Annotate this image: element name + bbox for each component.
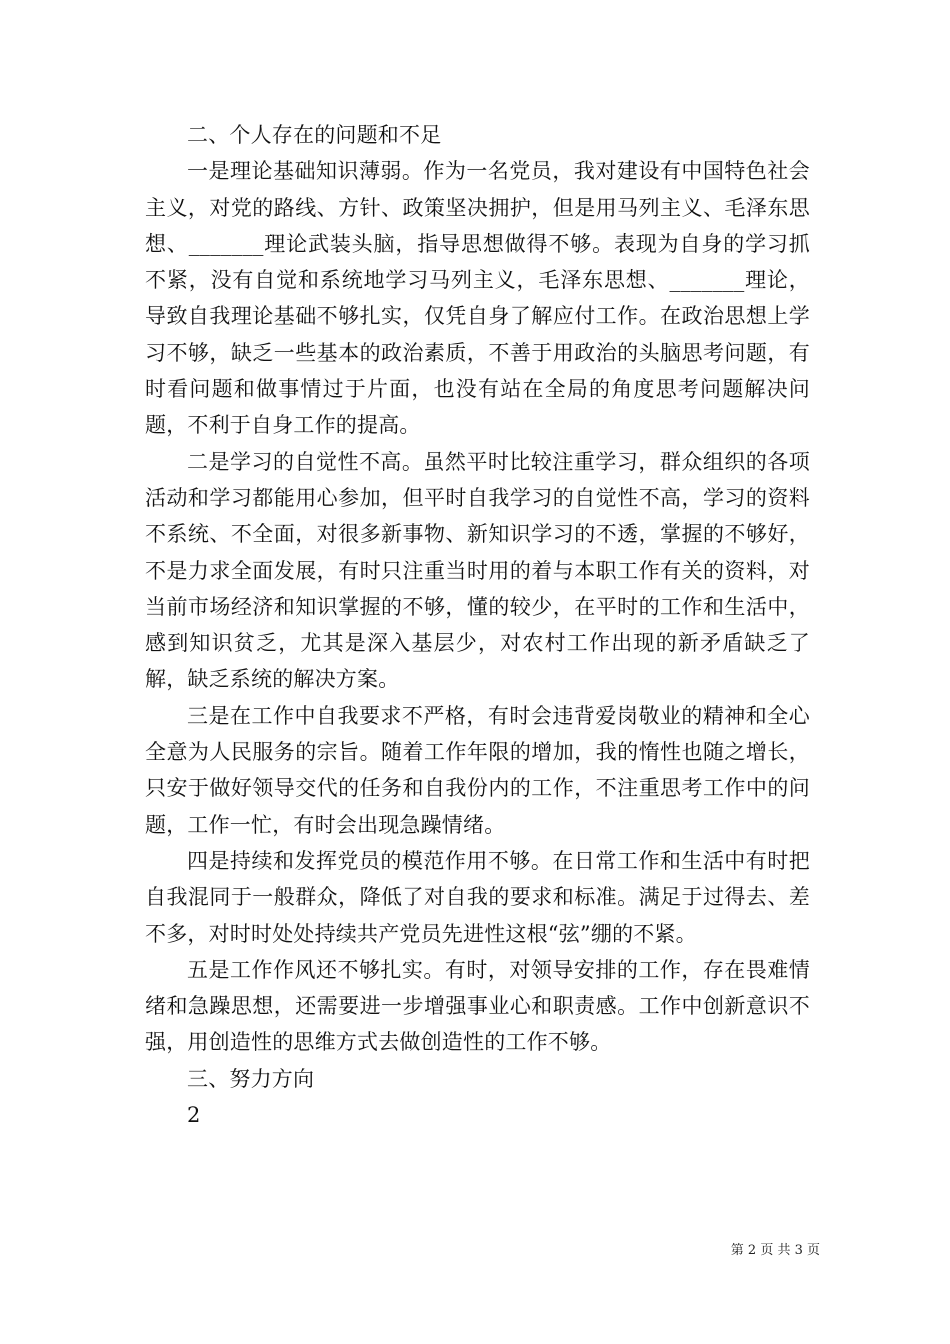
- section-heading-direction: 三、努力方向: [187, 1066, 315, 1091]
- document-body: [145, 117, 810, 1133]
- paragraph-theory: 一是理论基础知识薄弱。作为一名党员，我对建设有中国特色社会主义，对党的路线、方针、政策坚决拥护，但是用马列主义、毛泽东思想、_______理论武装头脑，指导思想做得不够。表现为自身的学习抓不紧，没有自觉和系统地学习马列主义，毛泽东思想、_______理论，导致自我理论基础不够扎实，仅凭自身了解应付工作。在政治思想上学习不够，缺乏一些基本的政治素质，不善于用政治的头脑思考问题，有时看问题和做事情过于片面，也没有站在全局的角度思考问题解决问题，不利于自身工作的提高。: [145, 159, 810, 438]
- paragraph-party-role: 四是持续和发挥党员的模范作用不够。在日常工作和生活中有时把自我混同于一般群众，降低了对自我的要求和标准。满足于过得去、差不多，对时时处处持续共产党员先进性这根“弦”绷的不紧。: [145, 848, 810, 946]
- inline-page-number: 2: [187, 1103, 201, 1128]
- section-heading-problems: 二、个人存在的问题和不足: [187, 123, 442, 147]
- paragraph-study: 二是学习的自觉性不高。虽然平时比较注重学习，群众组织的各项活动和学习都能用心参加，但平时自我学习的自觉性不高，学习的资料不系统、不全面，对很多新事物、新知识学习的不透，掌握的不够好，不是力求全面发展，有时只注重当时用的着与本职工作有关的资料，对当前市场经济和知识掌握的不够，懂的较少，在平时的工作和生活中，感到知识贫乏，尤其是深入基层少，对农村工作出现的新矛盾缺乏了解，缺乏系统的解决方案。: [145, 449, 810, 692]
- paragraph-work-style: 五是工作作风还不够扎实。有时，对领导安排的工作，存在畏难情绪和急躁思想，还需要进一步增强事业心和职责感。工作中创新意识不强，用创造性的思维方式去做创造性的工作不够。: [145, 957, 810, 1055]
- paragraph-work-requirements: 三是在工作中自我要求不严格，有时会违背爱岗敬业的精神和全心全意为人民服务的宗旨。随着工作年限的增加，我的惰性也随之增长，只安于做好领导交代的任务和自我份内的工作，不注重思考工作中的问题，工作一忙，有时会出现急躁情绪。: [145, 703, 810, 837]
- page-footer: 第 2 页 共 3 页: [730, 1243, 820, 1258]
